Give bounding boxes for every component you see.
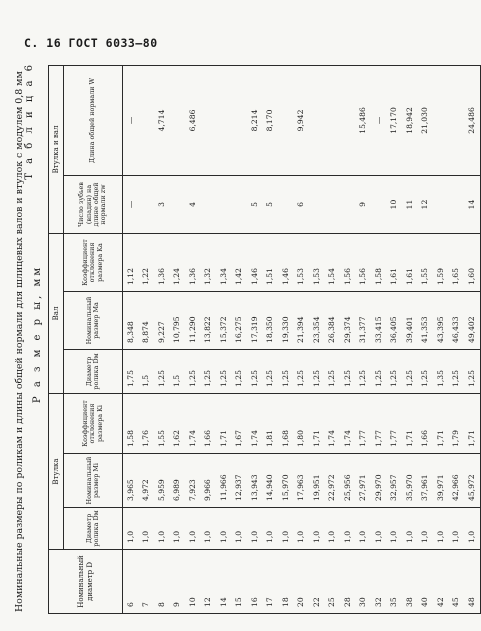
cell-teeth-count: —	[123, 175, 139, 233]
table-row	[170, 65, 186, 613]
col-header-normal-length: Длина общей нормали W	[64, 65, 123, 175]
cell-nominal-size-bushing: 7,923	[185, 454, 201, 508]
cell-normal-length	[139, 65, 155, 175]
cell-normal-length: 24,486	[464, 65, 480, 175]
table-row	[356, 65, 372, 613]
cell-nominal-diameter: 10	[185, 550, 201, 614]
cell-roller-diameter-bushing: 1,0	[185, 508, 201, 550]
cell-roller-diameter-bushing: 1,0	[356, 508, 372, 550]
cell-deviation-coeff-shaft: 1,36	[185, 233, 201, 291]
cell-teeth-count	[170, 175, 186, 233]
cell-teeth-count	[433, 175, 449, 233]
cell-nominal-diameter: 18	[278, 550, 294, 614]
cell-normal-length	[170, 65, 186, 175]
cell-nominal-size-shaft: 13,822	[201, 291, 217, 349]
table-row	[278, 65, 294, 613]
cell-deviation-coeff-bushing: 1,71	[216, 393, 232, 453]
cell-nominal-diameter: 14	[216, 550, 232, 614]
cell-deviation-coeff-bushing: 1,58	[123, 393, 139, 453]
cell-deviation-coeff-bushing: 1,77	[356, 393, 372, 453]
table-units: Р а з м е р ы, мм	[32, 264, 43, 404]
cell-roller-diameter-shaft: 1,5	[170, 349, 186, 393]
cell-deviation-coeff-bushing: 1,71	[309, 393, 325, 453]
cell-nominal-diameter: 25	[325, 550, 341, 614]
table-row	[433, 65, 449, 613]
cell-deviation-coeff-bushing: 1,55	[154, 393, 170, 453]
table-row	[387, 65, 403, 613]
cell-teeth-count: 11	[402, 175, 418, 233]
table-row	[294, 65, 310, 613]
cell-roller-diameter-shaft: 1,5	[139, 349, 155, 393]
cell-nominal-size-bushing: 17,963	[294, 454, 310, 508]
cell-deviation-coeff-bushing: 1,74	[247, 393, 263, 453]
table-row	[309, 65, 325, 613]
cell-normal-length: 21,030	[418, 65, 434, 175]
cell-roller-diameter-shaft: 1,25	[402, 349, 418, 393]
cell-teeth-count: 12	[418, 175, 434, 233]
cell-nominal-size-bushing: 11,966	[216, 454, 232, 508]
col-header-nominal-size-bushing: Номинальный размер Mi	[64, 454, 123, 508]
cell-nominal-diameter: 6	[123, 550, 139, 614]
table-row	[139, 65, 155, 613]
col-header-nominal-size-shaft: Номинальный размер Ma	[64, 291, 123, 349]
cell-nominal-diameter: 35	[387, 550, 403, 614]
cell-nominal-size-shaft: 8,874	[139, 291, 155, 349]
cell-deviation-coeff-bushing: 1,67	[232, 393, 248, 453]
cell-teeth-count: 14	[464, 175, 480, 233]
data-table	[48, 65, 481, 614]
cell-nominal-size-shaft: 41,353	[418, 291, 434, 349]
cell-nominal-diameter: 16	[247, 550, 263, 614]
rotated-table-page	[14, 54, 476, 614]
cell-nominal-size-bushing: 32,957	[387, 454, 403, 508]
cell-nominal-size-bushing: 14,940	[263, 454, 279, 508]
cell-roller-diameter-shaft: 1,25	[278, 349, 294, 393]
cell-nominal-size-bushing: 3,965	[123, 454, 139, 508]
cell-deviation-coeff-shaft: 1,36	[154, 233, 170, 291]
cell-deviation-coeff-bushing: 1,79	[449, 393, 465, 453]
cell-deviation-coeff-shaft: 1,46	[247, 233, 263, 291]
cell-nominal-size-shaft: 21,394	[294, 291, 310, 349]
cell-nominal-diameter: 22	[309, 550, 325, 614]
cell-deviation-coeff-bushing: 1,71	[433, 393, 449, 453]
cell-nominal-diameter: 7	[139, 550, 155, 614]
cell-roller-diameter-bushing: 1,0	[464, 508, 480, 550]
cell-nominal-size-bushing: 29,970	[371, 454, 387, 508]
cell-nominal-size-shaft: 9,227	[154, 291, 170, 349]
cell-nominal-size-shaft: 36,405	[387, 291, 403, 349]
cell-deviation-coeff-bushing: 1,68	[278, 393, 294, 453]
cell-nominal-diameter: 38	[402, 550, 418, 614]
cell-roller-diameter-shaft: 1,25	[418, 349, 434, 393]
cell-nominal-diameter: 20	[294, 550, 310, 614]
cell-nominal-size-shaft: 23,354	[309, 291, 325, 349]
cell-nominal-size-bushing: 19,951	[309, 454, 325, 508]
cell-teeth-count: 9	[356, 175, 372, 233]
cell-roller-diameter-bushing: 1,0	[154, 508, 170, 550]
cell-nominal-size-bushing: 27,971	[356, 454, 372, 508]
cell-deviation-coeff-shaft: 1,32	[201, 233, 217, 291]
col-header-roller-diameter-bushing: Диаметр ролика Dм	[64, 508, 123, 550]
cell-nominal-size-shaft: 49,402	[464, 291, 480, 349]
col-header-deviation-coeff-bushing: Коэффициент отклонения размера Ki	[64, 393, 123, 453]
cell-nominal-size-shaft: 17,319	[247, 291, 263, 349]
cell-deviation-coeff-shaft: 1,12	[123, 233, 139, 291]
cell-nominal-size-bushing: 9,966	[201, 454, 217, 508]
cell-normal-length	[309, 65, 325, 175]
cell-roller-diameter-shaft: 1,25	[464, 349, 480, 393]
cell-roller-diameter-bushing: 1,0	[278, 508, 294, 550]
cell-deviation-coeff-shaft: 1,61	[387, 233, 403, 291]
cell-nominal-size-bushing: 37,961	[418, 454, 434, 508]
col-header-teeth-count: Число зубьев (впадин) на длине общей нормали zw	[64, 175, 123, 233]
cell-normal-length	[216, 65, 232, 175]
cell-roller-diameter-shaft: 1,25	[387, 349, 403, 393]
cell-nominal-size-shaft: 31,377	[356, 291, 372, 349]
cell-normal-length: 15,486	[356, 65, 372, 175]
cell-nominal-size-shaft: 15,372	[216, 291, 232, 349]
cell-nominal-size-bushing: 45,972	[464, 454, 480, 508]
table-label: Т а б л и ц а 6	[24, 62, 35, 180]
cell-normal-length	[325, 65, 341, 175]
cell-deviation-coeff-bushing: 1,71	[464, 393, 480, 453]
cell-roller-diameter-shaft: 1,25	[371, 349, 387, 393]
table-row	[154, 65, 170, 613]
cell-nominal-size-bushing: 35,970	[402, 454, 418, 508]
cell-roller-diameter-bushing: 1,0	[418, 508, 434, 550]
cell-roller-diameter-shaft: 1,25	[263, 349, 279, 393]
cell-normal-length: 9,942	[294, 65, 310, 175]
cell-roller-diameter-bushing: 1,0	[371, 508, 387, 550]
group-header-shaft: Вал	[49, 233, 64, 393]
table-row	[402, 65, 418, 613]
cell-roller-diameter-bushing: 1,0	[216, 508, 232, 550]
cell-roller-diameter-bushing: 1,0	[232, 508, 248, 550]
cell-nominal-size-shaft: 39,401	[402, 291, 418, 349]
cell-roller-diameter-bushing: 1,0	[139, 508, 155, 550]
cell-normal-length: 8,214	[247, 65, 263, 175]
cell-nominal-size-bushing: 12,937	[232, 454, 248, 508]
cell-deviation-coeff-shaft: 1,60	[464, 233, 480, 291]
cell-nominal-diameter: 17	[263, 550, 279, 614]
cell-normal-length: 17,170	[387, 65, 403, 175]
cell-roller-diameter-bushing: 1,0	[340, 508, 356, 550]
cell-deviation-coeff-bushing: 1,66	[201, 393, 217, 453]
cell-roller-diameter-bushing: 1,0	[247, 508, 263, 550]
page-header: С. 16 ГОСТ 6033—80	[24, 36, 158, 50]
cell-deviation-coeff-shaft: 1,58	[371, 233, 387, 291]
cell-nominal-size-bushing: 4,972	[139, 454, 155, 508]
cell-roller-diameter-bushing: 1,0	[263, 508, 279, 550]
cell-nominal-diameter: 15	[232, 550, 248, 614]
cell-deviation-coeff-bushing: 1,74	[325, 393, 341, 453]
cell-roller-diameter-bushing: 1,0	[402, 508, 418, 550]
page-title: Номинальные размеры по роликам и длины общей нормали для шлицевых валов и втулок с модулем 0,8 мм	[14, 71, 25, 612]
cell-roller-diameter-bushing: 1,0	[201, 508, 217, 550]
cell-roller-diameter-shaft: 1,25	[325, 349, 341, 393]
cell-deviation-coeff-bushing: 1,62	[170, 393, 186, 453]
cell-deviation-coeff-shaft: 1,56	[356, 233, 372, 291]
cell-roller-diameter-shaft: 1,35	[433, 349, 449, 393]
cell-roller-diameter-shaft: 1,75	[123, 349, 139, 393]
cell-normal-length	[340, 65, 356, 175]
table-row	[464, 65, 480, 613]
cell-nominal-size-shaft: 11,290	[185, 291, 201, 349]
cell-roller-diameter-shaft: 1,25	[201, 349, 217, 393]
cell-nominal-size-bushing: 42,966	[449, 454, 465, 508]
cell-roller-diameter-shaft: 1,25	[356, 349, 372, 393]
cell-nominal-size-shaft: 8,348	[123, 291, 139, 349]
cell-roller-diameter-bushing: 1,0	[123, 508, 139, 550]
table-row	[449, 65, 465, 613]
cell-nominal-size-shaft: 19,330	[278, 291, 294, 349]
cell-teeth-count: 6	[294, 175, 310, 233]
cell-nominal-size-shaft: 43,395	[433, 291, 449, 349]
cell-teeth-count	[340, 175, 356, 233]
cell-teeth-count	[449, 175, 465, 233]
cell-nominal-diameter: 9	[170, 550, 186, 614]
cell-nominal-size-bushing: 13,943	[247, 454, 263, 508]
cell-nominal-size-bushing: 39,971	[433, 454, 449, 508]
cell-teeth-count	[278, 175, 294, 233]
cell-deviation-coeff-shaft: 1,56	[340, 233, 356, 291]
table-row	[340, 65, 356, 613]
cell-normal-length	[278, 65, 294, 175]
group-header-bushing: Втулка	[49, 393, 64, 549]
cell-teeth-count: 5	[263, 175, 279, 233]
cell-normal-length	[201, 65, 217, 175]
cell-nominal-diameter: 8	[154, 550, 170, 614]
cell-deviation-coeff-shaft: 1,53	[309, 233, 325, 291]
cell-teeth-count	[201, 175, 217, 233]
table-row	[216, 65, 232, 613]
table-body	[123, 65, 481, 613]
cell-teeth-count	[309, 175, 325, 233]
cell-teeth-count	[139, 175, 155, 233]
table-row	[418, 65, 434, 613]
cell-nominal-diameter: 45	[449, 550, 465, 614]
cell-teeth-count	[325, 175, 341, 233]
cell-normal-length	[449, 65, 465, 175]
col-header-roller-diameter-shaft: Диаметр ролика Dм	[64, 349, 123, 393]
table-row	[201, 65, 217, 613]
group-header-shaft-and-bushing: Втулка и вал	[49, 65, 64, 233]
cell-normal-length: —	[371, 65, 387, 175]
cell-teeth-count: 4	[185, 175, 201, 233]
cell-normal-length: 18,942	[402, 65, 418, 175]
table-row	[185, 65, 201, 613]
cell-deviation-coeff-shaft: 1,51	[263, 233, 279, 291]
cell-deviation-coeff-bushing: 1,66	[418, 393, 434, 453]
cell-normal-length: 6,486	[185, 65, 201, 175]
cell-deviation-coeff-shaft: 1,22	[139, 233, 155, 291]
cell-teeth-count: 5	[247, 175, 263, 233]
cell-nominal-size-shaft: 10,795	[170, 291, 186, 349]
table-row	[325, 65, 341, 613]
cell-nominal-diameter: 48	[464, 550, 480, 614]
cell-deviation-coeff-shaft: 1,55	[418, 233, 434, 291]
cell-teeth-count	[371, 175, 387, 233]
table-row	[232, 65, 248, 613]
cell-normal-length	[433, 65, 449, 175]
cell-deviation-coeff-bushing: 1,76	[139, 393, 155, 453]
table-row	[247, 65, 263, 613]
cell-roller-diameter-shaft: 1,25	[216, 349, 232, 393]
cell-deviation-coeff-shaft: 1,24	[170, 233, 186, 291]
cell-roller-diameter-shaft: 1,25	[232, 349, 248, 393]
cell-nominal-size-bushing: 15,970	[278, 454, 294, 508]
cell-roller-diameter-bushing: 1,0	[309, 508, 325, 550]
cell-roller-diameter-shaft: 1,25	[294, 349, 310, 393]
table-row	[371, 65, 387, 613]
cell-roller-diameter-bushing: 1,0	[449, 508, 465, 550]
col-header-deviation-coeff-shaft: Коэффициент отклонения размера Ka	[64, 233, 123, 291]
cell-nominal-diameter: 40	[418, 550, 434, 614]
cell-nominal-size-shaft: 16,275	[232, 291, 248, 349]
cell-roller-diameter-bushing: 1,0	[325, 508, 341, 550]
cell-nominal-size-shaft: 18,350	[263, 291, 279, 349]
cell-nominal-diameter: 30	[356, 550, 372, 614]
cell-deviation-coeff-bushing: 1,74	[340, 393, 356, 453]
cell-nominal-size-bushing: 25,956	[340, 454, 356, 508]
cell-roller-diameter-bushing: 1,0	[294, 508, 310, 550]
cell-roller-diameter-shaft: 1,25	[185, 349, 201, 393]
cell-roller-diameter-bushing: 1,0	[387, 508, 403, 550]
cell-deviation-coeff-bushing: 1,80	[294, 393, 310, 453]
cell-deviation-coeff-bushing: 1,77	[387, 393, 403, 453]
cell-roller-diameter-shaft: 1,25	[247, 349, 263, 393]
cell-normal-length	[232, 65, 248, 175]
table-row	[263, 65, 279, 613]
cell-deviation-coeff-shaft: 1,59	[433, 233, 449, 291]
cell-nominal-diameter: 12	[201, 550, 217, 614]
cell-deviation-coeff-shaft: 1,53	[294, 233, 310, 291]
cell-normal-length: 8,170	[263, 65, 279, 175]
cell-nominal-diameter: 32	[371, 550, 387, 614]
cell-deviation-coeff-shaft: 1,65	[449, 233, 465, 291]
table-row	[123, 65, 139, 613]
cell-deviation-coeff-bushing: 1,71	[402, 393, 418, 453]
cell-roller-diameter-shaft: 1,25	[449, 349, 465, 393]
cell-normal-length: —	[123, 65, 139, 175]
cell-roller-diameter-shaft: 1,25	[309, 349, 325, 393]
cell-nominal-size-shaft: 33,415	[371, 291, 387, 349]
cell-normal-length: 4,714	[154, 65, 170, 175]
cell-deviation-coeff-bushing: 1,74	[185, 393, 201, 453]
cell-deviation-coeff-shaft: 1,42	[232, 233, 248, 291]
cell-teeth-count	[232, 175, 248, 233]
cell-deviation-coeff-shaft: 1,61	[402, 233, 418, 291]
cell-roller-diameter-bushing: 1,0	[433, 508, 449, 550]
cell-teeth-count: 3	[154, 175, 170, 233]
cell-deviation-coeff-shaft: 1,54	[325, 233, 341, 291]
cell-deviation-coeff-bushing: 1,77	[371, 393, 387, 453]
cell-nominal-diameter: 28	[340, 550, 356, 614]
cell-deviation-coeff-shaft: 1,46	[278, 233, 294, 291]
cell-roller-diameter-shaft: 1,25	[340, 349, 356, 393]
cell-roller-diameter-shaft: 1,25	[154, 349, 170, 393]
cell-nominal-size-shaft: 46,433	[449, 291, 465, 349]
cell-nominal-diameter: 42	[433, 550, 449, 614]
cell-deviation-coeff-shaft: 1,34	[216, 233, 232, 291]
cell-nominal-size-shaft: 26,384	[325, 291, 341, 349]
cell-nominal-size-bushing: 6,989	[170, 454, 186, 508]
cell-deviation-coeff-bushing: 1,81	[263, 393, 279, 453]
col-header-nominal-diameter: Номинальный диаметр D	[49, 550, 123, 614]
cell-teeth-count	[216, 175, 232, 233]
cell-nominal-size-shaft: 29,374	[340, 291, 356, 349]
cell-nominal-size-bushing: 5,959	[154, 454, 170, 508]
cell-nominal-size-bushing: 22,972	[325, 454, 341, 508]
cell-teeth-count: 10	[387, 175, 403, 233]
cell-roller-diameter-bushing: 1,0	[170, 508, 186, 550]
